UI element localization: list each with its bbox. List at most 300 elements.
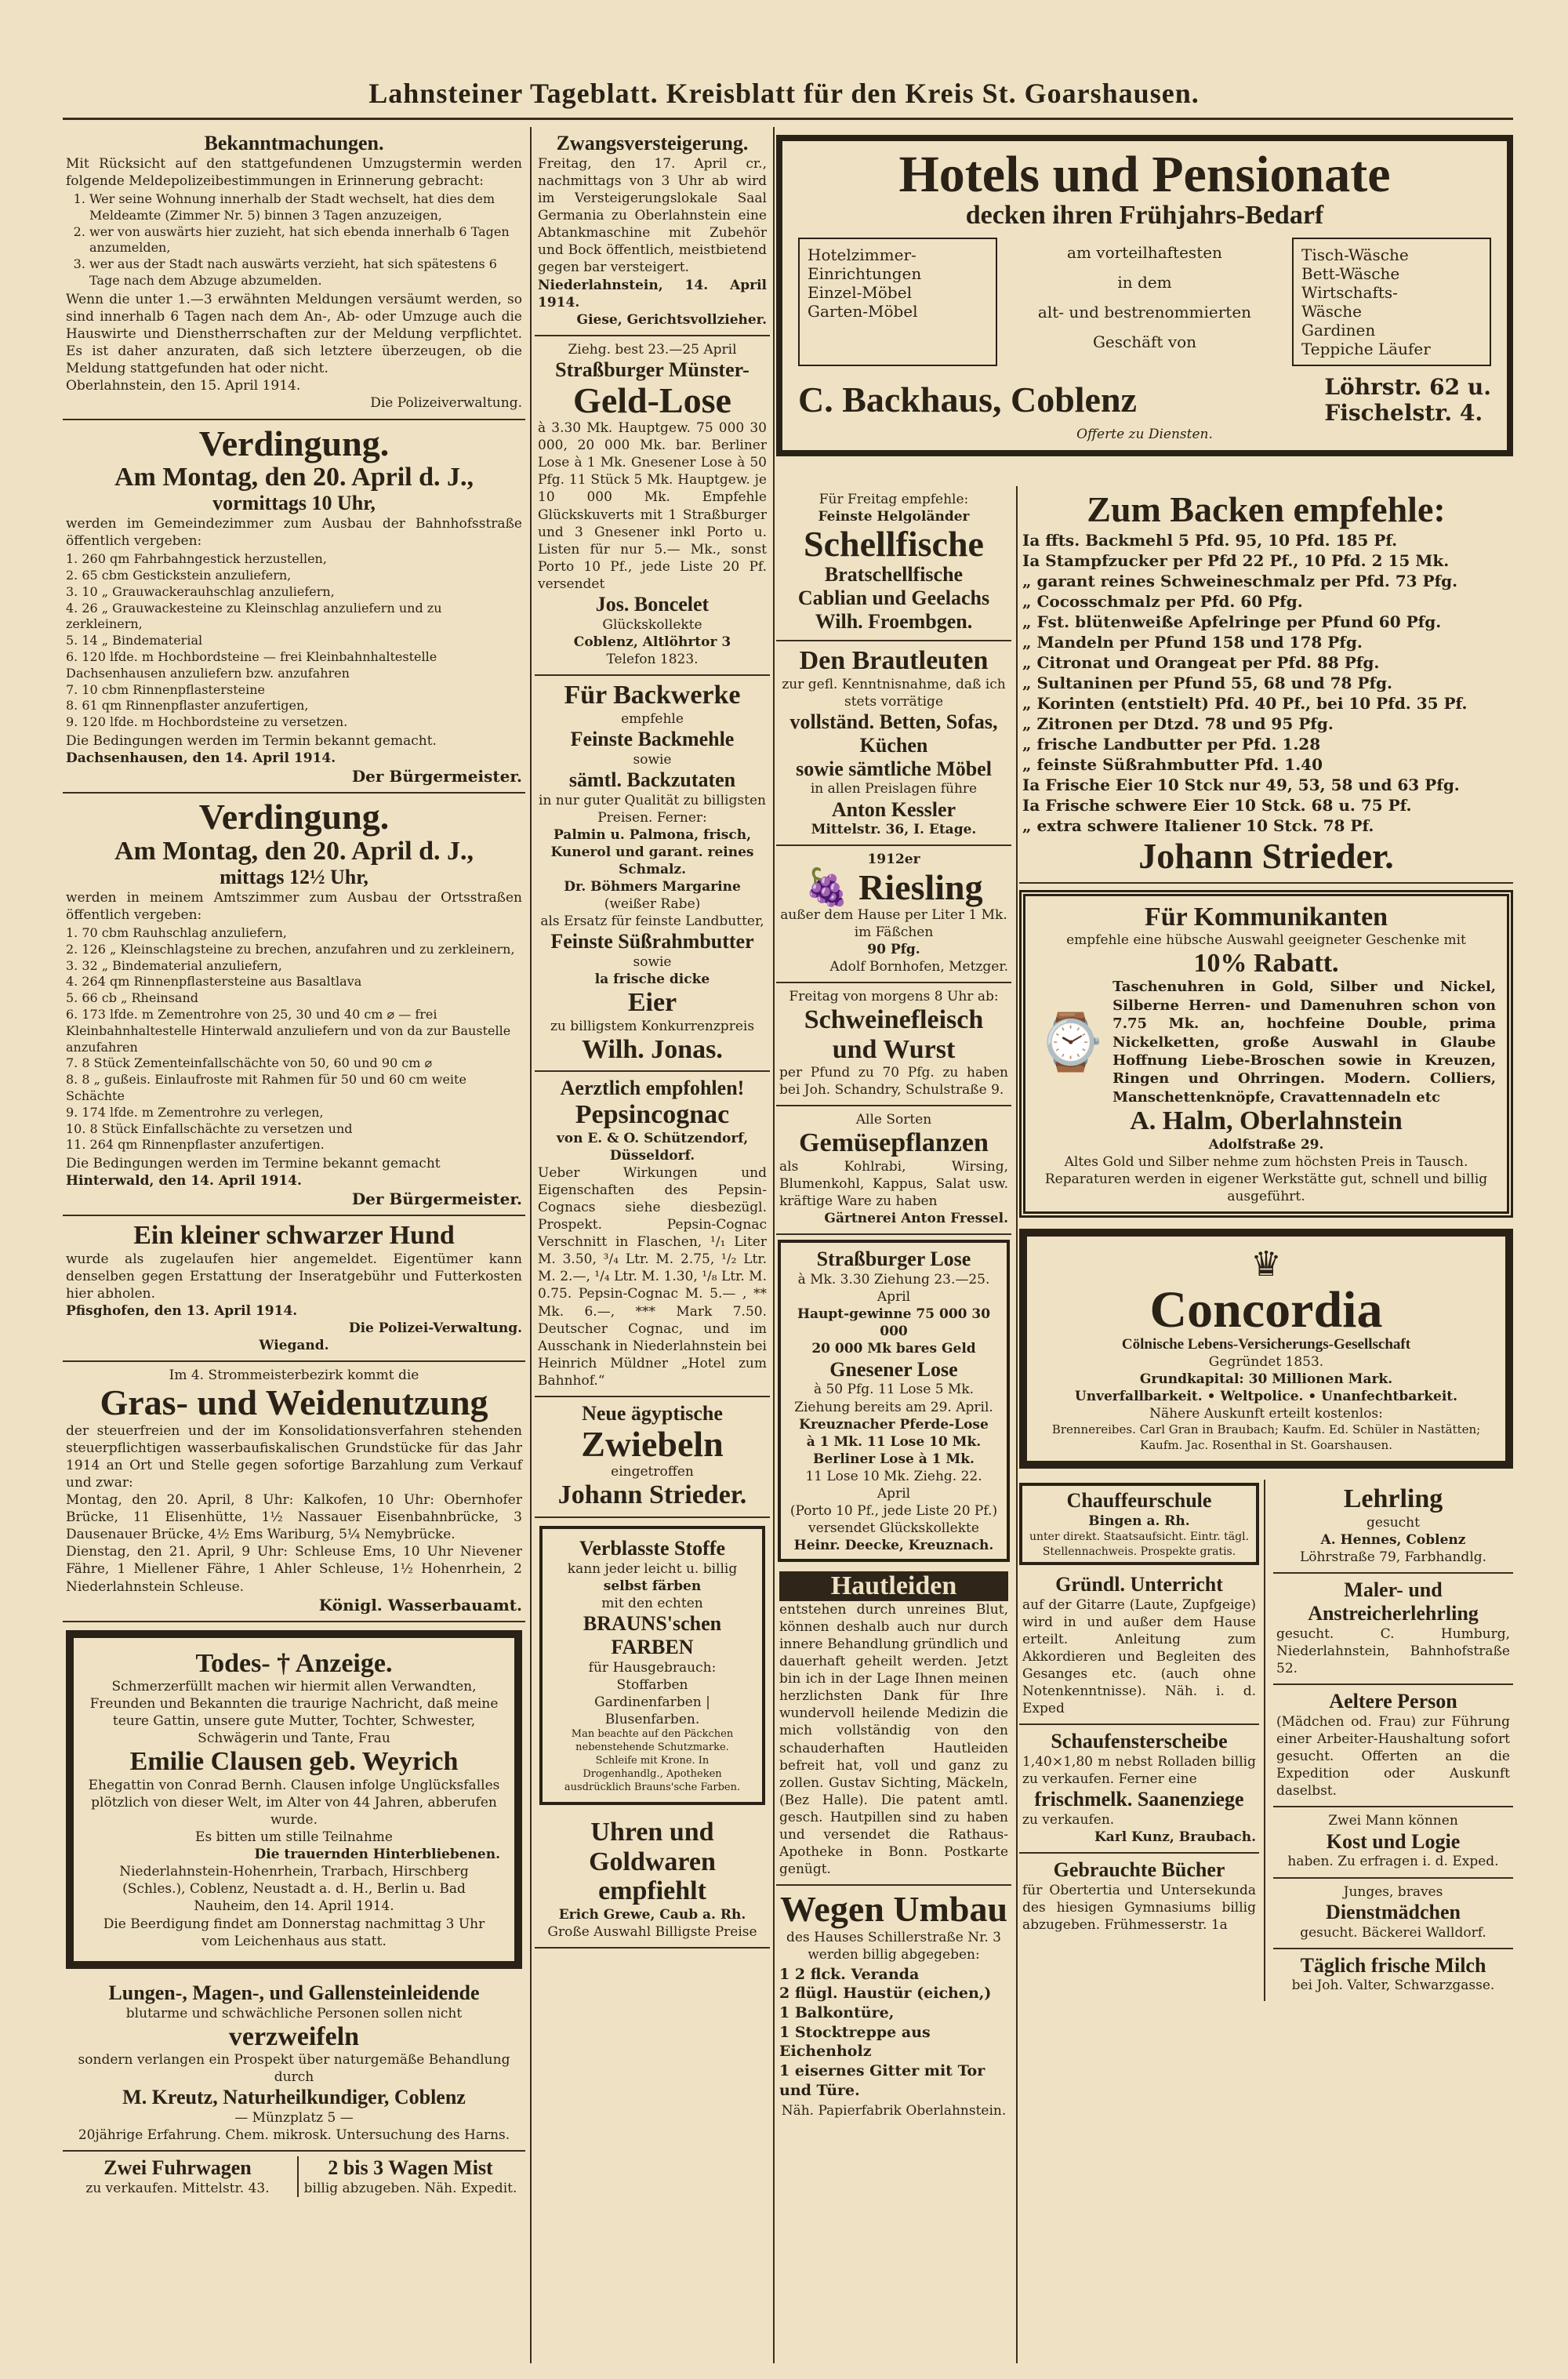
text: gesucht: [1367, 1514, 1420, 1531]
list-item: 4. 26 „ Grauwackesteine zu Kleinschlag anzuliefern und zu zerkleinern,: [66, 600, 442, 632]
text: Grundkapital: 30 Millionen Mark.: [1139, 1371, 1393, 1388]
list-item: Ia Frische Eier 10 Stck nur 49, 53, 58 und 63 Pfg.: [1022, 775, 1460, 795]
address: Löhrstraße 79, Farbhandlg.: [1299, 1549, 1487, 1565]
hotels-right-box: [1292, 238, 1491, 366]
heading: Schellfische: [804, 524, 984, 565]
list-item: 8. 61 qm Rinnenpflaster anzufertigen,: [66, 698, 309, 714]
classifieds-right: [1273, 1480, 1513, 2000]
concordia-ad: [1019, 1229, 1513, 1469]
hotels-frame: [776, 135, 1513, 456]
column-rule: [530, 127, 532, 2363]
mourners: Die trauernden Hinterbliebenen.: [254, 1847, 500, 1863]
heading: Cablian und Geelachs: [797, 587, 990, 610]
text: für Obertertia und Untersekunda des hiesigen Gymnasiums billig abzugeben. Frühmesserstr. 1a: [1022, 1883, 1256, 1934]
advertiser-name: A. Halm, Oberlahnstein: [1130, 1106, 1403, 1136]
list-item: 9. 174 lfde. m Zementrohre zu verlegen,: [66, 1104, 324, 1120]
text: Große Auswahl Billigste Preise: [547, 1923, 757, 1940]
signature: Königl. Wasserbauamt.: [318, 1595, 522, 1614]
text: Wirtschafts-: [1301, 283, 1398, 303]
signature: Die Polizeiverwaltung.: [370, 395, 522, 412]
text: empfehle: [621, 710, 684, 727]
heading: verzweifeln: [228, 2021, 360, 2051]
hund-notice: [63, 1216, 525, 1362]
text: Reparaturen werden in eigener Werkstätte gut, schnell und billig ausgeführt.: [1044, 1171, 1488, 1204]
list-item: 3. 32 „ Bindematerial anzuliefern,: [66, 957, 282, 973]
text: à Mk. 3.30 Ziehung 23.—25. April: [797, 1272, 990, 1306]
person-ad: [1273, 1685, 1513, 1807]
signature: Die Polizei-Verwaltung.: [348, 1320, 522, 1337]
heading: Feinste Backmehle: [570, 727, 735, 750]
heading: Hotels und Pensionate: [898, 146, 1391, 203]
heading: Gemüsepflanzen: [799, 1128, 989, 1158]
text: eingetroffen: [611, 1464, 694, 1480]
heading: Straßburger Lose: [816, 1248, 971, 1271]
text: der steuerfreien und der im Konsolidationsverfahren stehenden steuerpflichtigen wasserbaufiskalischen Grundstücke für das Jahr 1914 an Ort und Stelle gegen sofortige Barzahlung zum Verkauf und zwar:: [66, 1422, 522, 1491]
column-2: [535, 127, 770, 2363]
text: selbst färben: [603, 1578, 702, 1594]
text: Offerte zu Diensten.: [1076, 427, 1213, 443]
list-item: „ Zitronen per Dtzd. 78 und 95 Pfg.: [1022, 714, 1334, 734]
address-line: Löhrstr. 62 u.: [1324, 374, 1491, 401]
hotels-footer: [798, 374, 1491, 426]
signature: Giese, Gerichtsvollzieher.: [576, 311, 767, 328]
address-line: Fischelstr. 4.: [1324, 400, 1483, 427]
signature: Der Bürgermeister.: [351, 1190, 522, 1209]
heading: Für Kommunikanten: [1144, 902, 1388, 932]
text: Montag, den 20. April, 8 Uhr: Kalkofen, 10 Uhr: Obernhofer Brücke, 11 Elisenhütte, 1½ Nassauer Eisenbahnbrücke, 3 Dausenauer Brücke, 4½ Ems Wariburg, 5¼ Nemybrücke.: [66, 1492, 522, 1543]
kommunikanten-ad: [1019, 890, 1513, 1218]
advertiser-name: Gärtnerei Anton Fressel.: [824, 1211, 1008, 1227]
advertiser-name: Wilh. Froembgen.: [815, 610, 973, 634]
kommunikanten-body: [1036, 978, 1496, 1106]
heading: Bratschellfische: [824, 563, 964, 587]
text: Teppiche Läufer: [1301, 340, 1431, 359]
heading: Feinste Süßrahmbutter: [550, 930, 754, 953]
advertiser-name: Karl Kunz, Braubach.: [1094, 1829, 1256, 1846]
heading: Wegen Umbau: [779, 1889, 1008, 1930]
heading: Gras- und Weidenutzung: [100, 1382, 488, 1423]
list-item: „ Citronat und Orangeat per Pfd. 88 Pfg.: [1022, 653, 1380, 673]
text: Im 4. Strommeisterbezirk kommt die: [169, 1367, 419, 1384]
heading: Verblasste Stoffe: [579, 1536, 726, 1560]
zwangsversteigerung: [535, 127, 770, 336]
hotels-ad: [776, 135, 1513, 480]
heading: Für Backwerke: [564, 681, 741, 710]
text: Schmerzerfüllt machen wir hiermit allen Verwandten, Freunden und Bekannten die traurige Nachricht, daß meine teure Gattin, unsere gute Mutter, Tochter, Schwester, Schwägerin und Tante, Frau: [89, 1679, 499, 1747]
text: gesucht. Bäckerei Walldorf.: [1300, 1924, 1486, 1941]
date: Am Montag, den 20. April d. J.,: [114, 836, 474, 866]
list-item: „ Mandeln per Pfund 158 und 178 Pfg.: [1022, 633, 1363, 652]
text: wurde als zugelaufen hier angemeldet. Eigentümer kann denselben gegen Erstattung der Inseratgebühr und Futterkosten hier abholen.: [66, 1251, 522, 1302]
list-item: 6. 173 lfde. m Zementrohre von 25, 30 und 40 cm ⌀ — frei Kleinbahnhaltestelle Hinterwald anzuliefern und von da zur Baustelle anzufahren: [66, 1006, 511, 1055]
list-item: 1 Balkontüre,: [779, 2004, 895, 2022]
heading: Todes- † Anzeige.: [195, 1648, 393, 1678]
backwerke-ad: [535, 676, 770, 1072]
verdingung-2: [63, 794, 525, 1216]
text: sowie: [633, 751, 672, 768]
list-item: „ Sultaninen per Pfund 55, 68 und 78 Pfg.: [1022, 674, 1393, 693]
heading: Lungen-, Magen-, und Gallensteinleidende: [108, 1981, 480, 2004]
brauns-ad: [539, 1526, 765, 1806]
heading: Aerztlich empfohlen!: [560, 1077, 745, 1100]
heading: Kost und Logie: [1326, 1829, 1461, 1853]
list: [1022, 530, 1510, 836]
heading: Neue ägyptische: [582, 1401, 723, 1425]
advertiser-name: Näh. Papierfabrik Oberlahnstein.: [781, 2102, 1007, 2119]
address: Coblenz, Altlöhrtor 3: [573, 634, 731, 651]
list-item: 3. wer aus der Stadt nach auswärts verzieht, hat sich spätestens 6 Tage nach dem Abzuge abzumelden.: [89, 256, 522, 289]
text: Für Freitag empfehle:: [818, 492, 969, 507]
subheading: decken ihren Frühjahrs-Bedarf: [965, 201, 1324, 230]
text: Palmin u. Palmona, frisch, Kunerol und garant. reines Schmalz.: [550, 826, 754, 877]
list-item: „ Fst. blütenweiße Apfelringe per Pfund 60 Pfg.: [1022, 612, 1442, 632]
advertiser-name: Johann Strieder.: [1138, 836, 1394, 877]
list-item: Ia ffts. Backmehl 5 Pfd. 95, 10 Pfd. 185 Pf.: [1022, 531, 1398, 550]
milch-ad: [1273, 1949, 1513, 2001]
gemuese-ad: [776, 1106, 1011, 1235]
uhren-ad: [535, 1813, 770, 1948]
text: Es bitten um stille Teilnahme: [195, 1829, 393, 1846]
list-item: 2. 65 cbm Gestickstein anzuliefern,: [66, 568, 292, 583]
list-item: 7. 8 Stück Zementeinfallschächte von 50, 60 und 90 cm ⌀: [66, 1055, 433, 1071]
text: für Hausgebrauch: Stoffarben: [588, 1659, 717, 1693]
heading: Schweinefleisch und Wurst: [804, 1005, 984, 1064]
list-item: „ feinste Süßrahmbutter Pfd. 1.40: [1022, 755, 1323, 775]
text: Freitag von morgens 8 Uhr ab:: [789, 989, 999, 1005]
advertiser-name: Johann Strieder.: [557, 1480, 747, 1510]
advertiser-name: Wilh. Jonas.: [582, 1034, 723, 1064]
list: [779, 1965, 1008, 2101]
classifieds-left: [1019, 1480, 1265, 2000]
text: zu verkaufen. Mittelstr. 43.: [85, 2181, 270, 2197]
text: (Porto 10 Pf., jede Liste 20 Pf.): [789, 1503, 998, 1520]
heading: Maler- und Anstreicherlehrling: [1308, 1578, 1479, 1625]
heading: Gebrauchte Bücher: [1053, 1858, 1225, 1882]
text: billig abzugeben. Näh. Expedit.: [303, 2181, 517, 2197]
text: (Mädchen od. Frau) zur Führung einer Arbeiter-Haushaltung sofort gesucht. Offerten an die Expedition oder Auskunft daselbst.: [1276, 1713, 1510, 1800]
list-item: „ Cocosschmalz per Pfd. 60 Pfg.: [1022, 592, 1303, 612]
pepsin-ad: [535, 1072, 770, 1397]
advertiser-name: Anton Kessler: [831, 797, 956, 821]
text: Unverfallbarkeit. • Weltpolice. • Unanfechtbarkeit.: [1074, 1389, 1458, 1405]
place-date: Niederlahnstein, 14. April 1914.: [538, 277, 767, 311]
text: Bett-Wäsche: [1301, 264, 1400, 284]
text: (weißer Rabe): [604, 896, 701, 913]
text: als Ersatz für feinste Landbutter,: [540, 913, 764, 930]
column-3: [776, 486, 1011, 2363]
text: Ziehung bereits am 29. April.: [794, 1399, 993, 1415]
text: alt- und bestrenommierten: [1037, 303, 1252, 322]
heading: vollständ. Betten, Sofas, Küchen: [789, 710, 998, 757]
list-item: 2. 126 „ Kleinschlagsteine zu brechen, anzufahren und zu zerkleinern,: [66, 941, 515, 957]
text: Kreuznacher Pferde-Lose: [799, 1416, 989, 1433]
list-item: 1 eisernes Gitter mit Tor und Türe.: [779, 2062, 985, 2099]
signature-name: Wiegand.: [259, 1338, 329, 1354]
heading: [779, 866, 1008, 907]
list-item: 2. wer von auswärts hier zuzieht, hat sich ebenda innerhalb 6 Tagen anzumelden,: [89, 224, 522, 257]
dienst-ad: [1273, 1879, 1513, 1949]
heading: Dienstmädchen: [1326, 1900, 1461, 1923]
text: Mit Rücksicht auf den stattgefundenen Umzugstermin werden folgende Meldepolizeibestimmungen in Erinnerung gebracht:: [66, 155, 522, 189]
list-item: 9. 120 lfde. m Hochbordsteine zu versetzen.: [66, 714, 348, 730]
list-item: Ia Stampfzucker per Pfd 22 Pf., 10 Pfd. 2 15 Mk.: [1022, 551, 1450, 571]
list-item: „ extra schwere Italiener 10 Stck. 78 Pf.: [1022, 816, 1374, 836]
list-item: 8. 8 „ gußeis. Einlaufroste mit Rahmen für 50 und 60 cm weite Schächte: [66, 1072, 466, 1103]
place-date: Dachsenhausen, den 14. April 1914.: [66, 750, 336, 767]
advertiser-name: M. Kreutz, Naturheilkundiger, Coblenz: [122, 2086, 466, 2109]
text: in nur guter Qualität zu billigsten Preisen. Ferner:: [539, 792, 766, 826]
column-rule: [773, 127, 775, 2363]
heading: Den Brautleuten: [799, 646, 989, 676]
hotels-left-box: [798, 238, 997, 366]
heading: frischmelk. Saanenziege: [1034, 1788, 1244, 1811]
text: außer dem Hause per Liter 1 Mk. im Fäßchen: [780, 906, 1007, 940]
place-date: Pfisghofen, den 13. April 1914.: [66, 1303, 298, 1320]
advertiser-name: C. Backhaus, Coblenz: [798, 380, 1137, 420]
geldlose-ad: [535, 336, 770, 676]
text: Brennereibes. Carl Gran in Braubach; Kaufm. Ed. Schüler in Nastätten; Kaufm. Jac. Rosenthal in St. Goarshausen.: [1051, 1422, 1481, 1452]
heading: Uhren und Goldwaren empfiehlt: [589, 1818, 716, 1906]
text: Freitag, den 17. April cr., nachmittags von 3 Uhr ab wird im Versteigerungslokale Saal Germania zu Oberlahnstein eine Abtankmaschine mit Zubehör und Bock öffentlich, meistbietend gegen bar versteigert.: [538, 155, 767, 276]
list-item: „ garant reines Schweineschmalz per Pfd. 73 Pfg.: [1022, 572, 1458, 591]
masthead: Lahnsteiner Tageblatt. Kreisblatt für den Kreis St. Goarshausen.: [368, 78, 1200, 109]
list: [89, 191, 522, 289]
heading: Gnesener Lose: [829, 1357, 958, 1381]
text: la frische dicke: [594, 972, 710, 988]
heading: Hautleiden: [779, 1571, 1008, 1600]
heading: Schaufensterscheibe: [1051, 1730, 1228, 1753]
heading: BRAUNS'schen FARBEN: [583, 1611, 722, 1658]
heading: Zum Backen empfehle:: [1087, 489, 1446, 529]
place-date: Oberlahnstein, den 15. April 1914.: [66, 378, 301, 394]
heading: Bekanntmachungen.: [204, 132, 384, 154]
list-item: 1. Wer seine Wohnung innerhalb der Stadt wechselt, hat dies dem Meldeamte (Zimmer Nr. 5) binnen 3 Tagen anzuzeigen,: [89, 191, 522, 224]
text: Einrichtungen: [808, 264, 922, 284]
list-item: 5. 66 cb „ Rheinsand: [66, 990, 198, 1006]
text: Geschäft von: [1092, 332, 1197, 352]
text: Die Bedingungen werden im Termine bekannt gemacht: [66, 1156, 441, 1172]
gras-notice: [63, 1362, 525, 1622]
time: vormittags 10 Uhr,: [212, 492, 376, 515]
text: des Hauses Schillerstraße Nr. 3 werden billig abgegeben:: [786, 1929, 1001, 1963]
advertiser-name: Heinr. Deecke, Kreuznach.: [793, 1538, 994, 1554]
lehrling-ad: [1273, 1480, 1513, 1574]
chauffeur-ad: [1019, 1483, 1259, 1564]
list: [66, 551, 522, 731]
heading: Zwiebeln: [581, 1423, 724, 1464]
heading: sowie sämtliche Möbel: [796, 757, 992, 780]
list-item: 1. 260 qm Fahrbahngestick herzustellen,: [66, 551, 327, 567]
price: 90 Pfg.: [867, 942, 920, 958]
text: sondern verlangen ein Prospekt über naturgemäße Behandlung durch: [78, 2052, 510, 2086]
text: Ziehg. best 23.—25 April: [568, 341, 737, 358]
text: empfehle eine hübsche Auswahl geeigneter Geschenke mit: [1066, 932, 1466, 948]
text: zur gefl. Kenntnisnahme, daß ich stets vorrätige: [782, 676, 1006, 710]
hotels-middle: [1027, 238, 1262, 366]
text: Wenn die unter 1.—3 erwähnten Meldungen versäumt werden, so sind innerhalb 6 Tagen nach dem An-, Ab- oder Umzuge auch die Hauswirte und Dienstherrschaften zur der Meldung verpflichtet. Es ist daher anzuraten, daß sich letztere überzeugen, ob die Meldung stattgefunden hat oder nicht.: [66, 291, 522, 377]
heading: 2 bis 3 Wagen Mist: [328, 2156, 493, 2180]
text: Dienstag, den 21. April, 9 Uhr: Schleuse Ems, 10 Uhr Nievener Fähre, 1 Miellener Fähre, 1 Ahler Schleuse, 1½ Hohenrhein, 2 Niederlahnstein Schleuse.: [66, 1544, 522, 1595]
brautleute-ad: [776, 641, 1011, 846]
list-item: „ Korinten (entstielt) Pfd. 40 Pf., bei 10 Pfd. 35 Pf.: [1022, 694, 1468, 714]
text: gesucht. C. Humburg, Niederlahnstein, Bahnhofstraße 52.: [1276, 1625, 1510, 1676]
phone: Telefon 1823.: [606, 652, 699, 668]
place-date: Hinterwald, den 14. April 1914.: [66, 1173, 302, 1190]
list-item: 7. 10 cbm Rinnenpflastersteine: [66, 681, 266, 697]
maler-ad: [1273, 1574, 1513, 1685]
text: in dem: [1117, 273, 1172, 292]
column-rule: [1016, 486, 1018, 2363]
text: Altes Gold und Silber nehme zum höchsten Preis in Tausch.: [1064, 1153, 1468, 1170]
schaufenster-ad: [1019, 1725, 1259, 1854]
signature: Der Bürgermeister.: [351, 767, 522, 786]
list-item: 1 2 flck. Veranda: [779, 1965, 920, 1983]
heading: Geld-Lose: [573, 380, 731, 420]
heading: Concordia: [1149, 1280, 1383, 1338]
time: mittags 12½ Uhr,: [220, 865, 368, 888]
text: Zwei Mann können: [1328, 1813, 1458, 1829]
unterricht-ad: [1019, 1568, 1259, 1726]
riesling-ad: [776, 846, 1011, 983]
kost-ad: [1273, 1807, 1513, 1878]
list-item: 2 flügl. Haustür (eichen,): [779, 1985, 992, 2003]
heading: Zwangsversteigerung.: [556, 132, 749, 154]
list-item: 3. 10 „ Grauwackerauhschlag anzuliefern,: [66, 583, 335, 599]
text: Bingen a. Rh.: [1088, 1513, 1190, 1530]
text: Taschenuhren in Gold, Silber und Nickel, Silberne Herren- und Damenuhren schon von 7.75 Mk. an, hochfeine Double, prima Nickelketten, große Auswahl in Glaube Hoffnung Liebe-Broschen sowie in Kreuzen, Ringen und Ohrringen. Modern. Colliers, Manschettenknöpfe, Cravattennadeln etc: [1112, 979, 1496, 1106]
text: sowie: [633, 954, 672, 971]
heading-text: Riesling: [858, 866, 983, 907]
grapes-icon: 🍇: [804, 866, 850, 907]
address: Adolfstraße 29.: [1208, 1136, 1324, 1153]
heading: Eier: [627, 988, 677, 1018]
text: Berliner Lose à 1 Mk.: [813, 1451, 975, 1467]
text: Niederlahnstein-Hohenrhein, Trarbach, Hirschberg (Schles.), Coblenz, Neustadt a. d. H., Berlin u. Bad Nauheim, den 14. April 1914.: [119, 1864, 469, 1915]
text: als Kohlrabi, Wirsing, Blumenkohl, Kappus, Salat usw. kräftige Ware zu haben: [779, 1158, 1008, 1209]
umbau-ad: [776, 1886, 1011, 2125]
advertiser-name: Erich Grewe, Caub a. Rh.: [558, 1906, 746, 1923]
text: Haupt-gewinne 75 000 30 000: [797, 1306, 991, 1340]
text: Die Beerdigung findet am Donnerstag nachmittag 3 Uhr vom Leichenhaus aus statt.: [103, 1916, 485, 1949]
heading: Verdingung.: [198, 423, 390, 463]
mist-ad: [297, 2156, 522, 2197]
hautleiden-ad: [776, 1567, 1011, 1886]
text: à 50 Pfg. 11 Lose 5 Mk.: [813, 1382, 975, 1398]
heading: Chauffeurschule: [1066, 1489, 1212, 1513]
list-item: 5. 14 „ Bindematerial: [66, 633, 203, 648]
list-item: „ frische Landbutter per Pfd. 1.28: [1022, 735, 1321, 754]
column-1: [63, 127, 525, 2363]
text: mit den echten: [601, 1595, 703, 1611]
text: Hotelzimmer-: [808, 245, 916, 265]
advertiser-name: Adolf Bornhofen, Metzger.: [829, 959, 1008, 975]
column-4: [1019, 486, 1513, 2363]
list-item: Ia Frische schwere Eier 10 Stck. 68 u. 75 Pf.: [1022, 796, 1412, 815]
heading: Täglich frische Milch: [1300, 1953, 1486, 1977]
heading: Aeltere Person: [1329, 1690, 1457, 1713]
text: Einzel-Möbel: [808, 283, 912, 303]
small-ads: [63, 2152, 525, 2202]
buecher-ad: [1019, 1854, 1259, 1940]
advertiser-name: Jos. Boncelet: [595, 593, 710, 616]
fuhrwagen-ad: [66, 2156, 289, 2197]
text: Ehegattin von Conrad Bernh. Clausen infolge Unglücksfalles plötzlich von dieser Welt, im Alter von 44 Jahren, abberufen wurde.: [88, 1777, 500, 1828]
year: 1912er: [867, 852, 920, 868]
text: in allen Preislagen führe: [810, 781, 978, 797]
address: Mittelstr. 36, I. Etage.: [811, 822, 977, 838]
text: zu verkaufen.: [1022, 1812, 1115, 1829]
subheading: Cölnische Lebens-Versicherungs-Gesellschaft: [1121, 1335, 1411, 1353]
schwein-ad: [776, 983, 1011, 1106]
backen-ad: [1019, 486, 1513, 884]
masthead-rule: [63, 118, 1513, 120]
text: à 1 Mk. 11 Lose 10 Mk.: [806, 1433, 982, 1450]
text: Nähere Auskunft erteilt kostenlos:: [1149, 1406, 1383, 1422]
text: auf der Gitarre (Laute, Zupfgeige) wird in und außer dem Hause erteilt. Anleitung zum Akkordieren und Begleiten des Gesanges etc. (auch ohne Notenkenntnisse). Näh. i. d. Exped: [1022, 1596, 1256, 1717]
text: Tisch-Wäsche: [1301, 245, 1409, 265]
lose-ad: [778, 1240, 1010, 1562]
list-item: 11. 264 qm Rinnenpflaster anzufertigen.: [66, 1137, 325, 1153]
list: [66, 925, 522, 1153]
text: per Pfund zu 70 Pfg. zu haben bei Joh. Schandry, Schulstraße 9.: [779, 1065, 1008, 1099]
list-item: 6. 120 lfde. m Hochbordsteine — frei Kleinbahnhaltestelle Dachsenhausen anzuliefern bzw. anzufahren: [66, 649, 437, 681]
pocket-watch-icon: ⌚: [1036, 1010, 1105, 1075]
text: 11 Lose 10 Mk. Ziehg. 22. April: [805, 1468, 982, 1502]
text: unter direkt. Staatsaufsicht. Eintr. tägl. Stellennachweis. Prospekte gratis.: [1029, 1531, 1250, 1558]
text: Die Bedingungen werden im Termin bekannt gemacht.: [66, 733, 437, 750]
heading: sämtl. Backzutaten: [568, 768, 736, 791]
kreutz-ad: [63, 1977, 525, 2152]
heading: Verdingung.: [198, 797, 390, 837]
text: blutarme und schwächliche Personen sollen nicht: [125, 2005, 463, 2021]
text: Dr. Böhmers Margarine: [564, 879, 741, 895]
text: versendet Glückskollekte: [808, 1520, 979, 1537]
text: werden in meinem Amtszimmer zum Ausbau der Ortsstraßen öffentlich vergeben:: [66, 889, 522, 923]
text: werden im Gemeindezimmer zum Ausbau der Bahnhofsstraße öffentlich vergeben:: [66, 516, 522, 550]
text: Garten-Möbel: [808, 302, 918, 321]
text: am vorteilhaftesten: [1067, 243, 1222, 263]
zwiebeln-ad: [535, 1397, 770, 1518]
bekanntmachung: [63, 127, 525, 420]
heading: Gründl. Unterricht: [1055, 1572, 1223, 1596]
deceased-name: Emilie Clausen geb. Weyrich: [129, 1747, 459, 1777]
hotels-body: [798, 238, 1491, 366]
text: Feinste Helgoländer: [818, 509, 970, 525]
list-item: 1. 70 cbm Rauhschlag anzuliefern,: [66, 925, 287, 940]
heading: Zwei Fuhrwagen: [103, 2156, 252, 2180]
text: von E. & O. Schützendorf, Düsseldorf.: [556, 1130, 749, 1164]
fische-ad: [776, 486, 1011, 641]
heading: Pepsincognac: [575, 1100, 730, 1130]
text: Alle Sorten: [855, 1112, 932, 1128]
list-item: 4. 264 qm Rinnenpflastersteine aus Basaltlava: [66, 974, 362, 990]
text: 1,40×1,80 m nebst Rolladen billig zu verkaufen. Ferner eine: [1022, 1754, 1256, 1788]
text: entstehen durch unreines Blut, können deshalb auch nur durch innere Behandlung gründlich und dauerhaft geheilt werden. Jetzt bin ich in der Lage Ihnen meinen herzlichsten Dank für Ihre wundervoll heilende Medizin die mich vollständig von den schauderhaften Hautleiden befreit hat, voll und ganz zu zollen. Gustav Sichting, Mäckeln, (Bez Halle). Die patent amtl. gesch. Hautpillen sind zu haben und versendet die Rathaus-Apotheke in Bonn. Postkarte genügt.: [779, 1601, 1008, 1878]
heading: Ein kleiner schwarzer Hund: [133, 1221, 455, 1251]
text: haben. Zu erfragen i. d. Exped.: [1287, 1854, 1499, 1870]
text: 20jährige Erfahrung. Chem. mikrosk. Untersuchung des Harns.: [78, 2127, 510, 2144]
text: Man beachte auf den Päckchen nebenstehende Schutzmarke. Schleife mit Krone. In Drogenhandlg., Apotheken ausdrücklich Brauns'sche Farben.: [564, 1727, 741, 1793]
text: Junges, braves: [1343, 1883, 1443, 1900]
text: Ueber Wirkungen und Eigenschaften des Pepsin-Cognacs siehe diesbezügl. Prospekt. Pepsin-Cognac Verschnitt in Flaschen, ¹/₁ Liter M. 3.50, ³/₄ Ltr. M. 2.75, ¹/₂ Ltr. M. 2.—, ¹/₄ Ltr. M. 1.30, ¹/₈ Ltr. M. 0.75. Pepsin-Cognac M. 5.— , ** Mk. 6.—, *** Mark 7.50. Deutscher Cognac, und im Ausschank in Niederlahnstein bei Heinrich Müldner „Hotel zum Bahnhof.“: [538, 1164, 767, 1389]
date: Am Montag, den 20. April d. J.,: [114, 462, 474, 492]
heading: Lehrling: [1343, 1484, 1443, 1514]
list-item: 10. 8 Stück Einfallschächte zu versetzen und: [66, 1120, 353, 1136]
text: kann jeder leicht u. billig: [567, 1560, 738, 1577]
list-item: 1 Stocktreppe aus Eichenholz: [779, 2023, 931, 2061]
address: [1324, 374, 1491, 426]
text: Wäsche: [1301, 302, 1362, 321]
